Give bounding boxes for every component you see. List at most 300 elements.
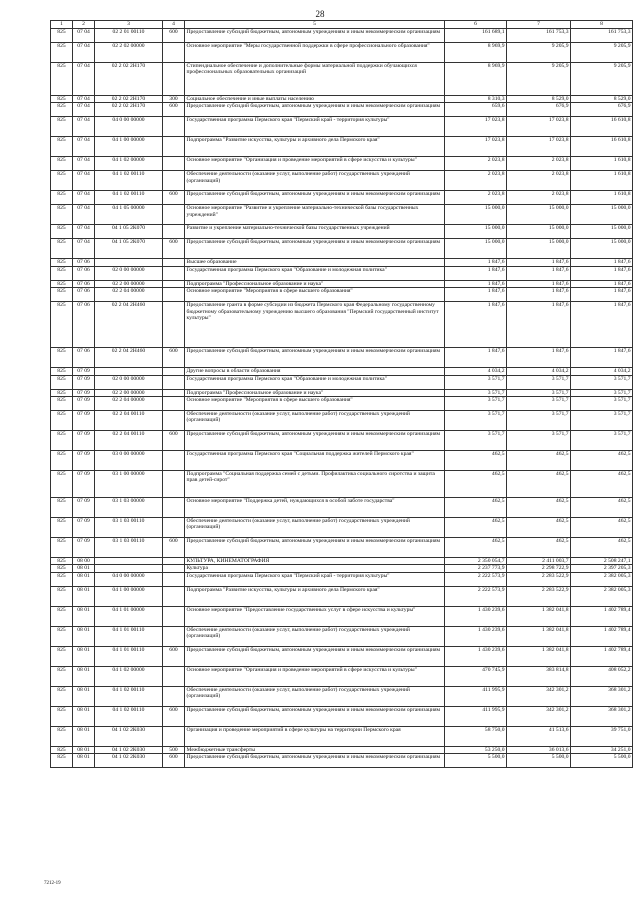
item-name-cell: Межбюджетные трансферты: [185, 746, 445, 753]
column-number: 2: [73, 21, 95, 29]
target-article-cell: [95, 558, 163, 565]
column-number: 7: [507, 21, 571, 29]
section-code-cell: 08 01: [73, 565, 95, 572]
item-name-cell: Государственная программа Пермского края "Пермский край - территория культуры": [185, 117, 445, 137]
item-name-cell: Предоставление субсидий бюджетным, автономным учреждениям и иным некоммерческим организациям: [185, 103, 445, 117]
amount-year3-cell: 1 847,6: [571, 280, 633, 287]
table-row: [51, 411, 633, 431]
amount-year1-cell: 15 000,0: [445, 225, 507, 239]
item-name-cell: Предоставление субсидий бюджетным, автономным учреждениям и иным некоммерческим организациям: [185, 706, 445, 726]
admin-code-cell: 825: [51, 259, 73, 266]
target-article-cell: 04 1 01 00110: [95, 626, 163, 646]
amount-year3-cell: 3 571,7: [571, 431, 633, 451]
expense-type-cell: 600: [163, 29, 185, 43]
amount-year3-cell: 462,5: [571, 498, 633, 518]
table-row: [51, 498, 633, 518]
amount-year3-cell: 2 382 005,3: [571, 586, 633, 606]
item-name-cell: КУЛЬТУРА, КИНЕМАТОГРАФИЯ: [185, 558, 445, 565]
amount-year1-cell: 1 847,6: [445, 348, 507, 368]
table-row: [51, 96, 633, 103]
target-article-cell: 03 0 00 00000: [95, 451, 163, 471]
amount-year1-cell: 53 250,0: [445, 746, 507, 753]
section-code-cell: 07 09: [73, 389, 95, 396]
amount-year3-cell: 9 205,9: [571, 43, 633, 63]
admin-code-cell: 825: [51, 498, 73, 518]
amount-year2-cell: 462,5: [507, 498, 571, 518]
amount-year2-cell: 462,5: [507, 471, 571, 498]
admin-code-cell: 825: [51, 43, 73, 63]
item-name-cell: Социальное обеспечение и иные выплаты населению: [185, 96, 445, 103]
item-name-cell: Основное мероприятие "Организация и проведение мероприятий в сфере искусства и культуры": [185, 666, 445, 686]
table-header-row: [51, 21, 633, 29]
amount-year2-cell: 2 298 722,9: [507, 565, 571, 572]
table-row: [51, 368, 633, 375]
target-article-cell: 02 2 01 00110: [95, 29, 163, 43]
section-code-cell: 07 04: [73, 137, 95, 157]
admin-code-cell: 825: [51, 348, 73, 368]
item-name-cell: Предоставление субсидий бюджетным, автономным учреждениям и иным некоммерческим организациям: [185, 239, 445, 259]
item-name-cell: Подпрограмма "Социальная поддержка семей с детьми. Профилактика социального сиротства и защита прав детей-сирот": [185, 471, 445, 498]
admin-code-cell: 825: [51, 397, 73, 411]
admin-code-cell: 825: [51, 726, 73, 746]
admin-code-cell: 825: [51, 686, 73, 706]
expense-type-cell: [163, 157, 185, 171]
item-name-cell: Основное мероприятие "Мероприятия в сфере высшего образования": [185, 288, 445, 302]
expense-type-cell: [163, 397, 185, 411]
item-name-cell: Государственная программа Пермского края "Пермский край - территория культуры": [185, 572, 445, 586]
section-code-cell: 07 04: [73, 103, 95, 117]
section-code-cell: 07 09: [73, 368, 95, 375]
admin-code-cell: 825: [51, 558, 73, 565]
item-name-cell: Развитие и укрепление материально-технической базы государственных учреждений: [185, 225, 445, 239]
admin-code-cell: 825: [51, 389, 73, 396]
table-row: [51, 157, 633, 171]
amount-year1-cell: 161 689,1: [445, 29, 507, 43]
amount-year2-cell: 2 283 522,9: [507, 586, 571, 606]
expense-type-cell: [163, 518, 185, 538]
expense-type-cell: 600: [163, 706, 185, 726]
expense-type-cell: [163, 368, 185, 375]
section-code-cell: 08 01: [73, 572, 95, 586]
section-code-cell: 07 04: [73, 29, 95, 43]
section-code-cell: 07 06: [73, 266, 95, 280]
expense-type-cell: [163, 558, 185, 565]
amount-year2-cell: 676,9: [507, 103, 571, 117]
section-code-cell: 07 04: [73, 96, 95, 103]
section-code-cell: 07 09: [73, 411, 95, 431]
amount-year3-cell: 368 301,2: [571, 686, 633, 706]
column-number: 1: [51, 21, 73, 29]
section-code-cell: 07 06: [73, 302, 95, 348]
expense-type-cell: 600: [163, 239, 185, 259]
target-article-cell: 04 1 05 2К070: [95, 239, 163, 259]
admin-code-cell: 825: [51, 239, 73, 259]
section-code-cell: 07 09: [73, 375, 95, 389]
table-row: [51, 171, 633, 191]
target-article-cell: 03 1 03 00110: [95, 518, 163, 538]
item-name-cell: Обеспечение деятельности (оказание услуг, выполнение работ) государственных учреждений (организаций): [185, 626, 445, 646]
amount-year2-cell: 1 382 041,8: [507, 626, 571, 646]
table-row: [51, 266, 633, 280]
target-article-cell: 02 2 04 00110: [95, 431, 163, 451]
amount-year2-cell: 9 205,9: [507, 43, 571, 63]
target-article-cell: 04 0 00 00000: [95, 572, 163, 586]
section-code-cell: 08 01: [73, 646, 95, 666]
target-article-cell: 04 1 02 00110: [95, 686, 163, 706]
item-name-cell: Государственная программа Пермского края "Образование и молодежная политика": [185, 375, 445, 389]
section-code-cell: 07 06: [73, 288, 95, 302]
section-code-cell: 08 01: [73, 586, 95, 606]
section-code-cell: 07 04: [73, 157, 95, 171]
amount-year2-cell: 17 023,8: [507, 117, 571, 137]
amount-year2-cell: 1 847,6: [507, 280, 571, 287]
table-row: [51, 746, 633, 753]
amount-year1-cell: 5 500,0: [445, 754, 507, 768]
admin-code-cell: 825: [51, 96, 73, 103]
admin-code-cell: 825: [51, 706, 73, 726]
amount-year2-cell: 15 000,0: [507, 239, 571, 259]
section-code-cell: 07 04: [73, 191, 95, 205]
amount-year3-cell: 408 052,2: [571, 666, 633, 686]
admin-code-cell: 825: [51, 205, 73, 225]
table-row: [51, 646, 633, 666]
target-article-cell: 02 0 00 00000: [95, 266, 163, 280]
amount-year3-cell: 1 610,8: [571, 157, 633, 171]
amount-year3-cell: 462,5: [571, 518, 633, 538]
amount-year1-cell: 17 023,8: [445, 137, 507, 157]
amount-year2-cell: 2 411 003,7: [507, 558, 571, 565]
table-row: [51, 431, 633, 451]
amount-year3-cell: 1 610,8: [571, 191, 633, 205]
amount-year2-cell: 462,5: [507, 518, 571, 538]
table-row: [51, 726, 633, 746]
table-row: [51, 606, 633, 626]
admin-code-cell: 825: [51, 565, 73, 572]
target-article-cell: 04 1 01 00110: [95, 646, 163, 666]
admin-code-cell: 825: [51, 117, 73, 137]
target-article-cell: 02 2 04 00110: [95, 411, 163, 431]
amount-year2-cell: 383 814,8: [507, 666, 571, 686]
table-row: [51, 706, 633, 726]
admin-code-cell: 825: [51, 411, 73, 431]
amount-year1-cell: 462,5: [445, 471, 507, 498]
amount-year1-cell: 4 034,2: [445, 368, 507, 375]
section-code-cell: 07 09: [73, 538, 95, 558]
expense-type-cell: [163, 471, 185, 498]
target-article-cell: 04 1 02 00110: [95, 191, 163, 205]
table-row: [51, 288, 633, 302]
amount-year1-cell: 1 847,6: [445, 259, 507, 266]
admin-code-cell: 825: [51, 518, 73, 538]
amount-year2-cell: 462,5: [507, 451, 571, 471]
item-name-cell: Обеспечение деятельности (оказание услуг, выполнение работ) государственных учреждений (организаций): [185, 686, 445, 706]
amount-year1-cell: 462,5: [445, 451, 507, 471]
target-article-cell: 04 1 02 2К030: [95, 754, 163, 768]
expense-type-cell: 600: [163, 431, 185, 451]
amount-year1-cell: 1 847,6: [445, 280, 507, 287]
amount-year3-cell: 368 301,2: [571, 706, 633, 726]
target-article-cell: 03 1 03 00110: [95, 538, 163, 558]
section-code-cell: 07 04: [73, 63, 95, 96]
expense-type-cell: [163, 451, 185, 471]
table-row: [51, 280, 633, 287]
amount-year3-cell: 15 000,0: [571, 239, 633, 259]
target-article-cell: 04 1 02 00110: [95, 706, 163, 726]
item-name-cell: Основное мероприятие "Развитие и укрепление материально-технической базы государственных учреждений": [185, 205, 445, 225]
item-name-cell: Предоставление субсидий бюджетным, автономным учреждениям и иным некоммерческим организациям: [185, 431, 445, 451]
table-row: [51, 754, 633, 768]
amount-year1-cell: 3 571,7: [445, 375, 507, 389]
expense-type-cell: [163, 63, 185, 96]
expense-type-cell: 600: [163, 538, 185, 558]
expense-type-cell: [163, 259, 185, 266]
amount-year2-cell: 17 023,8: [507, 137, 571, 157]
target-article-cell: 02 0 00 00000: [95, 375, 163, 389]
target-article-cell: 02 2 00 00000: [95, 280, 163, 287]
item-name-cell: Стипендиальное обеспечение и дополнительные формы материальной поддержки обучающихся профессиональных образовательных организаций: [185, 63, 445, 96]
table-row: [51, 137, 633, 157]
admin-code-cell: 825: [51, 746, 73, 753]
target-article-cell: 04 1 02 00000: [95, 666, 163, 686]
amount-year3-cell: 34 251,0: [571, 746, 633, 753]
item-name-cell: Предоставление гранта в форме субсидии из бюджета Пермского края Федеральному государственному бюджетному образовательному учреждению высшего образования "Пермский государственный институт культуры": [185, 302, 445, 348]
expense-type-cell: [163, 171, 185, 191]
admin-code-cell: 825: [51, 171, 73, 191]
table-row: [51, 666, 633, 686]
amount-year2-cell: 5 500,0: [507, 754, 571, 768]
amount-year2-cell: 8 529,0: [507, 96, 571, 103]
admin-code-cell: 825: [51, 626, 73, 646]
expense-type-cell: [163, 225, 185, 239]
item-name-cell: Культура: [185, 565, 445, 572]
expense-type-cell: [163, 117, 185, 137]
amount-year1-cell: 2 350 054,7: [445, 558, 507, 565]
admin-code-cell: 825: [51, 302, 73, 348]
amount-year1-cell: 2 222 573,9: [445, 586, 507, 606]
item-name-cell: Подпрограмма "Профессиональное образование и наука": [185, 280, 445, 287]
item-name-cell: Обеспечение деятельности (оказание услуг, выполнение работ) государственных учреждений (организаций): [185, 411, 445, 431]
target-article-cell: 04 1 02 2К030: [95, 726, 163, 746]
expense-type-cell: [163, 565, 185, 572]
table-row: [51, 239, 633, 259]
table-row: [51, 103, 633, 117]
admin-code-cell: 825: [51, 103, 73, 117]
expense-type-cell: [163, 375, 185, 389]
column-number: 8: [571, 21, 633, 29]
table-row: [51, 375, 633, 389]
target-article-cell: 04 0 00 00000: [95, 117, 163, 137]
amount-year2-cell: 1 847,6: [507, 266, 571, 280]
table-row: [51, 558, 633, 565]
amount-year1-cell: 1 430 239,6: [445, 626, 507, 646]
item-name-cell: Основное мероприятие "Мероприятия в сфере высшего образования": [185, 397, 445, 411]
amount-year1-cell: 462,5: [445, 518, 507, 538]
amount-year3-cell: 9 205,9: [571, 63, 633, 96]
amount-year3-cell: 16 610,8: [571, 137, 633, 157]
section-code-cell: 08 00: [73, 558, 95, 565]
expense-type-cell: 600: [163, 348, 185, 368]
target-article-cell: 04 1 01 00000: [95, 606, 163, 626]
target-article-cell: 03 1 03 00000: [95, 498, 163, 518]
expense-type-cell: 600: [163, 191, 185, 205]
admin-code-cell: 825: [51, 431, 73, 451]
section-code-cell: 07 04: [73, 171, 95, 191]
amount-year1-cell: 659,6: [445, 103, 507, 117]
amount-year1-cell: 3 571,7: [445, 431, 507, 451]
item-name-cell: Основное мероприятие "Меры государственной поддержки в сфере профессионального образования": [185, 43, 445, 63]
target-article-cell: 04 1 05 2К070: [95, 225, 163, 239]
target-article-cell: 02 2 04 00000: [95, 397, 163, 411]
amount-year1-cell: 2 237 773,9: [445, 565, 507, 572]
admin-code-cell: 825: [51, 288, 73, 302]
target-article-cell: 02 2 04 00000: [95, 288, 163, 302]
admin-code-cell: 825: [51, 754, 73, 768]
target-article-cell: [95, 259, 163, 266]
amount-year2-cell: 36 013,6: [507, 746, 571, 753]
table-row: [51, 117, 633, 137]
item-name-cell: Предоставление субсидий бюджетным, автономным учреждениям и иным некоммерческим организациям: [185, 538, 445, 558]
target-article-cell: 02 2 02 2Н170: [95, 103, 163, 117]
item-name-cell: Другие вопросы в области образования: [185, 368, 445, 375]
amount-year2-cell: 3 571,7: [507, 431, 571, 451]
amount-year2-cell: 3 571,7: [507, 411, 571, 431]
amount-year3-cell: 4 034,2: [571, 368, 633, 375]
amount-year3-cell: 1 847,6: [571, 266, 633, 280]
item-name-cell: Государственная программа Пермского края "Социальная поддержка жителей Пермского края": [185, 451, 445, 471]
expense-type-cell: [163, 411, 185, 431]
expense-type-cell: [163, 626, 185, 646]
section-code-cell: 07 09: [73, 397, 95, 411]
column-number: 4: [163, 21, 185, 29]
amount-year2-cell: 2 023,8: [507, 191, 571, 205]
target-article-cell: 04 1 00 00000: [95, 586, 163, 606]
item-name-cell: Основное мероприятие "Организация и проведение мероприятий в сфере искусства и культуры": [185, 157, 445, 171]
amount-year1-cell: 15 000,0: [445, 205, 507, 225]
target-article-cell: 03 1 00 00000: [95, 471, 163, 498]
amount-year1-cell: 2 023,8: [445, 171, 507, 191]
section-code-cell: 07 06: [73, 259, 95, 266]
target-article-cell: 02 2 02 00000: [95, 43, 163, 63]
column-number: 6: [445, 21, 507, 29]
expense-type-cell: [163, 280, 185, 287]
amount-year3-cell: 462,5: [571, 451, 633, 471]
amount-year3-cell: 3 571,7: [571, 389, 633, 396]
amount-year3-cell: 1 402 789,4: [571, 646, 633, 666]
expense-type-cell: [163, 389, 185, 396]
amount-year2-cell: 1 847,6: [507, 302, 571, 348]
admin-code-cell: 825: [51, 375, 73, 389]
table-row: [51, 586, 633, 606]
amount-year1-cell: 58 750,0: [445, 726, 507, 746]
amount-year3-cell: 8 529,0: [571, 96, 633, 103]
expense-type-cell: 600: [163, 646, 185, 666]
amount-year2-cell: 1 382 041,8: [507, 606, 571, 626]
amount-year1-cell: 2 023,8: [445, 191, 507, 205]
item-name-cell: Подпрограмма "Развитие искусства, культуры и архивного дела Пермского края": [185, 586, 445, 606]
admin-code-cell: 825: [51, 137, 73, 157]
amount-year1-cell: 1 847,6: [445, 288, 507, 302]
item-name-cell: Основное мероприятие "Предоставление государственных услуг в сфере искусства и культуры": [185, 606, 445, 626]
amount-year1-cell: 1 430 239,6: [445, 606, 507, 626]
amount-year1-cell: 8 310,3: [445, 96, 507, 103]
admin-code-cell: 825: [51, 606, 73, 626]
amount-year2-cell: 342 301,2: [507, 706, 571, 726]
amount-year1-cell: 462,5: [445, 538, 507, 558]
amount-year2-cell: 1 847,6: [507, 348, 571, 368]
table-row: [51, 348, 633, 368]
amount-year3-cell: 3 571,7: [571, 397, 633, 411]
page-number: 28: [315, 9, 325, 19]
amount-year1-cell: 3 571,7: [445, 397, 507, 411]
table-row: [51, 518, 633, 538]
amount-year1-cell: 15 000,0: [445, 239, 507, 259]
amount-year2-cell: 4 034,2: [507, 368, 571, 375]
section-code-cell: 07 04: [73, 43, 95, 63]
target-article-cell: 04 1 02 00000: [95, 157, 163, 171]
target-article-cell: 02 2 04 2Н460: [95, 348, 163, 368]
footer-code: 7212-19: [44, 881, 61, 886]
target-article-cell: 02 2 02 2Н170: [95, 96, 163, 103]
amount-year2-cell: 462,5: [507, 538, 571, 558]
amount-year1-cell: 2 222 573,9: [445, 572, 507, 586]
amount-year3-cell: 3 571,7: [571, 411, 633, 431]
item-name-cell: Подпрограмма "Профессиональное образование и наука": [185, 389, 445, 396]
admin-code-cell: 825: [51, 586, 73, 606]
amount-year2-cell: 41 513,6: [507, 726, 571, 746]
table-row: [51, 389, 633, 396]
admin-code-cell: 825: [51, 471, 73, 498]
amount-year2-cell: 2 023,8: [507, 171, 571, 191]
section-code-cell: 07 06: [73, 280, 95, 287]
section-code-cell: 07 06: [73, 348, 95, 368]
admin-code-cell: 825: [51, 666, 73, 686]
column-number: 5: [185, 21, 445, 29]
expense-type-cell: [163, 666, 185, 686]
target-article-cell: 04 1 00 00000: [95, 137, 163, 157]
amount-year3-cell: 39 751,0: [571, 726, 633, 746]
item-name-cell: Предоставление субсидий бюджетным, автономным учреждениям и иным некоммерческим организациям: [185, 348, 445, 368]
admin-code-cell: 825: [51, 191, 73, 205]
section-code-cell: 08 01: [73, 686, 95, 706]
expense-type-cell: [163, 498, 185, 518]
item-name-cell: Предоставление субсидий бюджетным, автономным учреждениям и иным некоммерческим организациям: [185, 754, 445, 768]
table-row: [51, 191, 633, 205]
table-row: [51, 259, 633, 266]
amount-year2-cell: 342 301,2: [507, 686, 571, 706]
amount-year2-cell: 15 000,0: [507, 225, 571, 239]
item-name-cell: Предоставление субсидий бюджетным, автономным учреждениям и иным некоммерческим организациям: [185, 646, 445, 666]
table-row: [51, 302, 633, 348]
amount-year1-cell: 8 969,9: [445, 63, 507, 96]
expense-type-cell: 500: [163, 746, 185, 753]
amount-year3-cell: 1 847,6: [571, 288, 633, 302]
amount-year1-cell: 470 745,9: [445, 666, 507, 686]
expense-type-cell: [163, 726, 185, 746]
amount-year1-cell: 411 995,9: [445, 686, 507, 706]
section-code-cell: 08 01: [73, 606, 95, 626]
expense-type-cell: [163, 205, 185, 225]
expense-type-cell: [163, 43, 185, 63]
item-name-cell: Предоставление субсидий бюджетным, автономным учреждениям и иным некоммерческим организациям: [185, 191, 445, 205]
table-row: [51, 686, 633, 706]
table-row: [51, 471, 633, 498]
item-name-cell: Высшее образование: [185, 259, 445, 266]
admin-code-cell: 825: [51, 368, 73, 375]
amount-year2-cell: 1 847,6: [507, 259, 571, 266]
expense-type-cell: [163, 606, 185, 626]
item-name-cell: Основное мероприятие "Поддержка детей, нуждающихся в особой заботе государства": [185, 498, 445, 518]
section-code-cell: 07 04: [73, 225, 95, 239]
